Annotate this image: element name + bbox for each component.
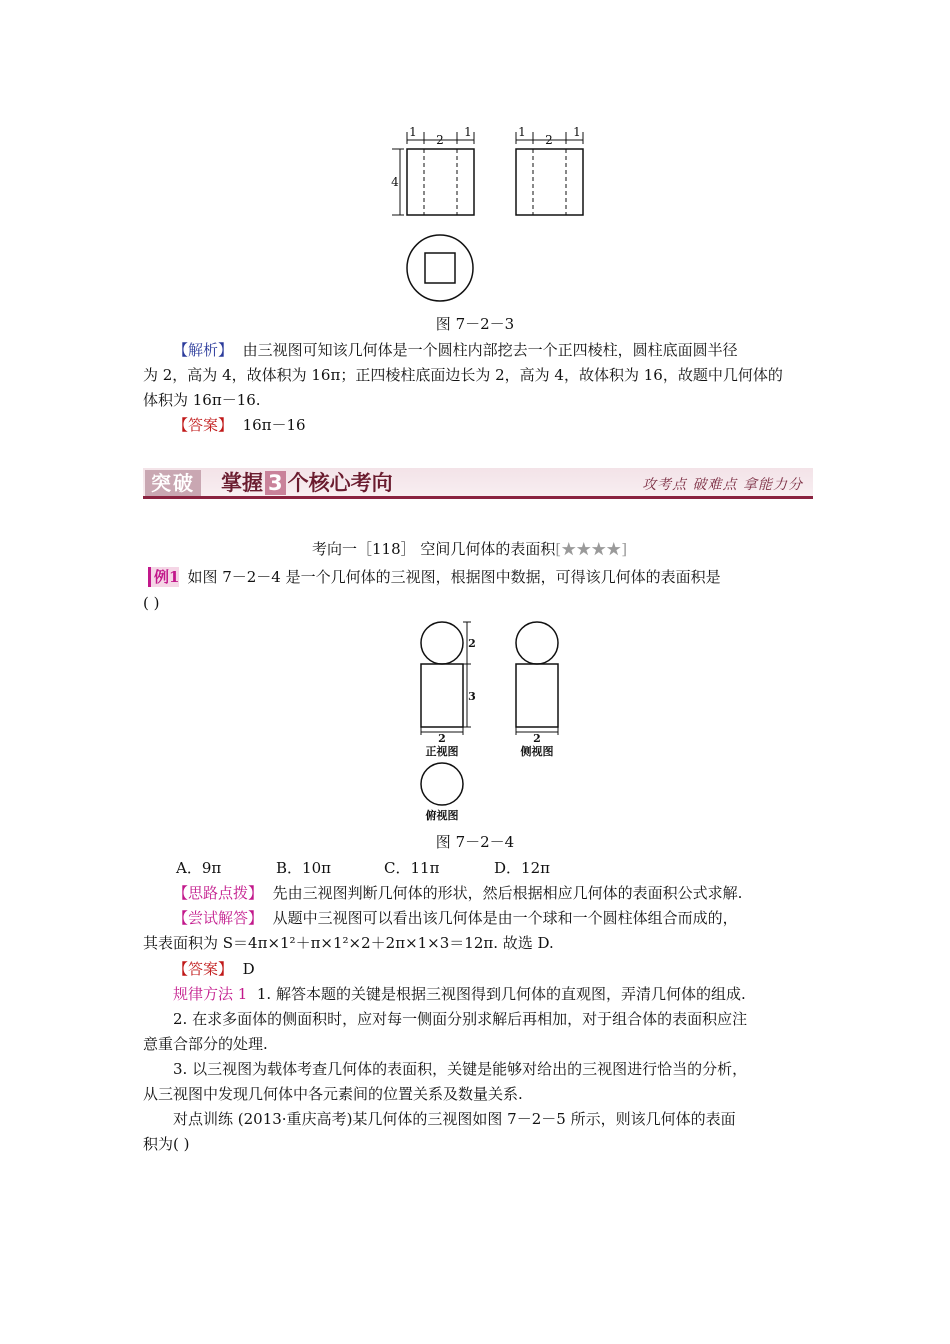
banner-tag: 突破 [145, 470, 201, 496]
practice-line-1: 对点训练 (2013·重庆高考)某几何体的三视图如图 7－2－5 所示，则该几何体的表面 [173, 1110, 736, 1128]
dim-label: 1 [409, 125, 417, 139]
view-label: 正视图 [425, 745, 459, 758]
view-label: 俯视图 [425, 809, 459, 822]
top-view-circle [407, 235, 473, 301]
hint-text: 先由三视图判断几何体的形状，然后根据相应几何体的表面积公式求解. [272, 884, 743, 902]
figure-7-2-3 [380, 120, 610, 315]
example-text: 如图 7－2－4 是一个几何体的三视图，根据图中数据，可得该几何体的表面积是 [187, 568, 721, 586]
dim-label: 2 [545, 133, 553, 147]
analysis-text: 由三视图可知该几何体是一个圆柱内部挖去一个正四棱柱，圆柱底面圆半径 [242, 341, 738, 359]
answer-label: 【答案】 [173, 960, 234, 978]
answer-label: 【答案】 [173, 416, 234, 434]
option-a: A．9π [176, 859, 222, 877]
figure-7-2-4 [405, 615, 585, 825]
dim-label: 2 [436, 133, 444, 147]
answer-line [143, 415, 843, 435]
method-line-3: 意重合部分的处理. [143, 1035, 268, 1053]
view-label: 侧视图 [520, 745, 554, 758]
side-cylinder [516, 664, 558, 727]
answer-line [143, 959, 843, 979]
solution-label: 【尝试解答】 [173, 909, 264, 927]
banner-subtitle: 攻考点 破难点 拿能力分 [642, 477, 803, 493]
side-sphere [516, 622, 558, 664]
direction-heading [312, 538, 627, 559]
practice-line-2: 积为( ) [143, 1135, 190, 1153]
top-view-square [425, 253, 455, 283]
dim-label: 1 [573, 125, 581, 139]
figure-caption: 图 7－2－4 [435, 833, 515, 851]
options-row [176, 857, 550, 878]
top-circle [421, 763, 463, 805]
analysis-label: 【解析】 [173, 341, 234, 359]
dim-label: 2 [438, 732, 446, 745]
dim-label: 1 [518, 125, 526, 139]
example-line-1 [148, 567, 818, 587]
solution-text: 从题中三视图可以看出该几何体是由一个球和一个圆柱体组合而成的， [272, 909, 738, 927]
direction-title: 考向一［118］ 空间几何体的表面积 [312, 540, 556, 558]
front-cylinder [421, 664, 463, 727]
solution-line-1 [143, 908, 843, 928]
dim-label: 1 [464, 125, 472, 139]
front-view-rect [407, 149, 474, 215]
dim-label: 2 [533, 732, 541, 745]
method-text: 1. 解答本题的关键是根据三视图得到几何体的直观图，弄清几何体的组成. [256, 985, 746, 1003]
section-banner [143, 468, 813, 502]
method-line-1 [143, 984, 843, 1004]
front-sphere [421, 622, 463, 664]
analysis-line-1 [143, 340, 843, 360]
method-line-4: 3. 以三视图为载体考查几何体的表面积，关键是能够对给出的三视图进行恰当的分析， [173, 1060, 748, 1078]
method-label: 规律方法 1 [173, 985, 248, 1003]
method-line-5: 从三视图中发现几何体中各元素间的位置关系及数量关系. [143, 1085, 523, 1103]
hint-line [143, 883, 843, 903]
option-b: B．10π [276, 859, 331, 877]
difficulty-stars: [★★★★] [555, 540, 628, 558]
dim-label: 4 [391, 175, 399, 189]
example-badge: 例1 [148, 567, 179, 587]
analysis-line-3: 体积为 16π－16. [143, 391, 261, 409]
answer-value: 16π－16 [242, 416, 306, 434]
side-view-rect [516, 149, 583, 215]
method-line-2: 2. 在求多面体的侧面积时，应对每一侧面分别求解后再相加，对于组合体的表面积应注 [173, 1010, 748, 1028]
hint-label: 【思路点拨】 [173, 884, 264, 902]
figure-caption: 图 7－2－3 [435, 315, 515, 333]
dim-label: 2 [468, 637, 476, 650]
example-line-2: ( ) [143, 594, 160, 612]
analysis-line-2: 为 2，高为 4，故体积为 16π；正四棱柱底面边长为 2，高为 4，故体积为 16，故题中几何体的 [143, 366, 783, 384]
answer-value: D [242, 960, 255, 978]
option-c: C．11π [384, 859, 440, 877]
solution-line-2: 其表面积为 S＝4π×1²＋π×1²×2＋2π×1×3＝12π. 故选 D. [143, 934, 554, 952]
dim-label: 3 [468, 690, 476, 703]
banner-title: 掌握 3 个核心考向 [221, 471, 393, 495]
option-d: D．12π [494, 859, 550, 877]
